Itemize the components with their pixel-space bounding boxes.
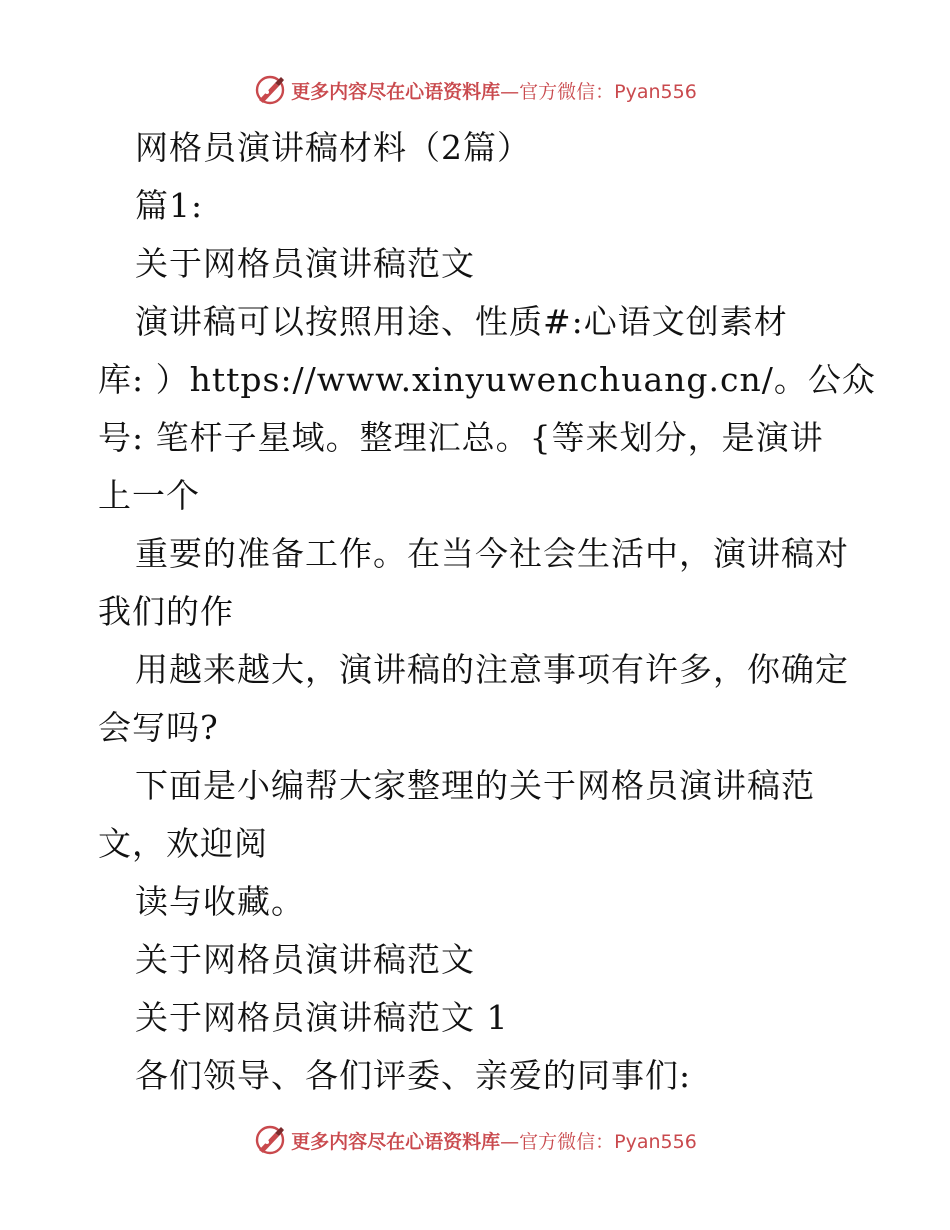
doc-line: 关于网格员演讲稿范文 1 <box>135 998 509 1037</box>
watermark-right-text: —官方微信：Pyan556 <box>500 1130 697 1153</box>
doc-line: 上一个 <box>98 476 200 515</box>
watermark-footer <box>0 1120 950 1160</box>
pen-logo-icon <box>253 1123 287 1157</box>
doc-line: 文，欢迎阅 <box>98 824 268 863</box>
watermark-right-text: —官方微信：Pyan556 <box>500 80 697 103</box>
doc-line: 关于网格员演讲稿范文 <box>135 940 475 979</box>
doc-line: 读与收藏。 <box>135 882 305 921</box>
doc-line: 篇1: <box>135 186 204 225</box>
doc-line: 演讲稿可以按照用途、性质#:心语文创素材 <box>135 302 788 341</box>
doc-line: 号: 笔杆子星域。整理汇总。{等来划分，是演讲 <box>98 418 824 457</box>
doc-line: 各们领导、各们评委、亲爱的同事们: <box>135 1056 692 1095</box>
watermark-left-text: 更多内容尽在心语资料库 <box>291 80 501 103</box>
doc-line: 会写吗? <box>98 708 219 747</box>
doc-line: 关于网格员演讲稿范文 <box>135 244 475 283</box>
watermark-header <box>0 70 950 110</box>
doc-line: 下面是小编帮大家整理的关于网格员演讲稿范 <box>135 766 815 805</box>
doc-line: 重要的准备工作。在当今社会生活中，演讲稿对 <box>135 534 849 573</box>
doc-title: 网格员演讲稿材料（2篇） <box>135 128 531 167</box>
watermark-left-text: 更多内容尽在心语资料库 <box>291 1130 501 1153</box>
doc-line: 库: ）https://www.xinyuwenchuang.cn/。公众 <box>98 360 876 399</box>
pen-logo-icon <box>253 73 287 107</box>
doc-line: 我们的作 <box>98 592 234 631</box>
doc-line: 用越来越大，演讲稿的注意事项有许多，你确定 <box>135 650 849 689</box>
